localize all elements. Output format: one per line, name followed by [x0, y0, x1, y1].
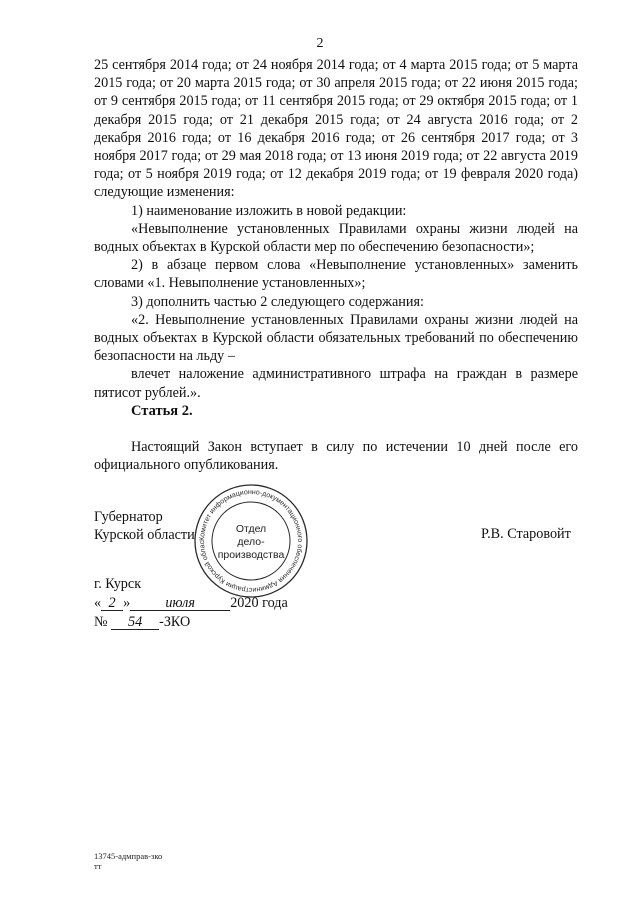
body-paragraph: 1) наименование изложить в новой редакции: — [131, 202, 407, 219]
body-paragraph: 25 сентября 2014 года; от 24 ноября 2014 года; от 4 марта 2015 года; от 5 марта 2015 года; от 20 марта 2015 года; от 30 апреля 2015 года; от 22 июня 2015 года; от 9 сентября 2015 года; от 11 сентября 2015 года; от 29 октября 2015 года; от 1 декабря 2015 года; от 21 декабря 2015 года; от 24 августа 2016 года; от 2 декабря 2016 года; от 16 декабря 2016 года; от 26 сентября 2017 года; от 3 ноября 2017 года; от 29 мая 2018 года; от 13 июня 2019 года; от 22 августа 2019 года; от 5 ноября 2019 года; от 12 декабря 2019 года; от 19 февраля 2020 года) следующие изменения: — [94, 57, 578, 201]
document-body — [94, 56, 578, 402]
stamp-ring-text: Комитет информационно-документационного обеспечения Администрации Курской облас — [198, 488, 304, 594]
date-month: июля — [130, 596, 230, 611]
number-suffix: -ЗКО — [159, 614, 191, 630]
signature-block — [94, 508, 195, 544]
body-paragraph: 3) дополнить частью 2 следующего содержания: — [131, 293, 424, 310]
body-paragraph: «2. Невыполнение установленных Правилами охраны жизни людей на водных объектах в Курской области обязательных требований по обеспечению безопасности на льду – — [94, 311, 578, 365]
body-paragraph: влечет наложение административного штрафа на граждан в размере пятисот рублей.». — [94, 366, 578, 401]
stamp-center-line1: Отдел — [235, 523, 267, 535]
footer-code: 13745-адмправ-зко — [94, 851, 163, 861]
body-paragraph: «Невыполнение установленных Правилами охраны жизни людей на водных объектах в Курской области мер по обеспечению безопасности»; — [94, 220, 578, 256]
stamp-center-line3: производства — [217, 549, 285, 561]
document-footer — [94, 851, 162, 871]
stamp-center-line2: дело- — [237, 536, 265, 548]
article-title: Статья 2. — [131, 403, 193, 419]
date-close-quote: » — [123, 595, 131, 611]
article-body — [94, 438, 578, 474]
date-line — [94, 594, 288, 613]
footer-initials: тт — [94, 861, 102, 871]
signatory-position-line1: Губернатор — [94, 509, 163, 525]
place-and-date — [94, 575, 288, 632]
number-prefix: № — [94, 614, 108, 630]
signatory-name: Р.В. Старовойт — [481, 526, 571, 542]
city: г. Курск — [94, 576, 142, 592]
date-year: 2020 года — [230, 595, 288, 611]
signatory-position-line2: Курской области — [94, 527, 195, 544]
page-number: 2 — [316, 36, 324, 51]
article-text: Настоящий Закон вступает в силу по истечении 10 дней после его официального опубликования. — [94, 439, 578, 474]
number-line — [94, 613, 288, 632]
body-paragraph: 2) в абзаце первом слова «Невыполнение установленных» заменить словами «1. Невыполнение установленных»; — [94, 257, 578, 292]
date-open-quote: « — [94, 595, 102, 611]
date-day: 2 — [101, 596, 123, 611]
law-number: 54 — [111, 615, 159, 630]
